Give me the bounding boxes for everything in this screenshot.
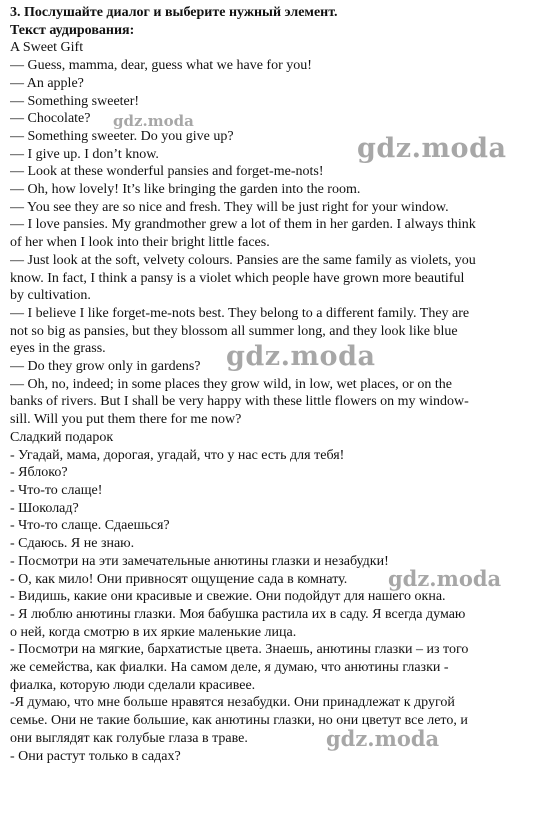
text-line: - Посмотри на мягкие, бархатистые цвета. Знаешь, анютины глазки – из того (10, 642, 469, 658)
text-line: - Угадай, мама, дорогая, угадай, что у нас есть для тебя! (10, 447, 345, 463)
text-line: - О, как мило! Они привносят ощущение сада в комнату. (10, 571, 348, 587)
text-line: - Они растут только в садах? (10, 748, 181, 764)
text-line: not so big as pansies, but they blossom all summer long, and they look like blue (10, 323, 458, 339)
text-line: — I believe I like forget-me-nots best. They belong to a different family. They are (10, 305, 470, 321)
text-line: — Oh, how lovely! It’s like bringing the garden into the room. (10, 182, 361, 198)
text-line: sill. Will you put them there for me now? (10, 412, 242, 428)
text-line: о ней, когда смотрю в их яркие маленькие лица. (10, 624, 297, 640)
watermark: gdz.moda (357, 133, 507, 164)
text-line: - Посмотри на эти замечательные анютины глазки и незабудки! (10, 553, 389, 569)
text-line: — Oh, no, indeed; in some places they grow wild, in low, wet places, or on the (10, 376, 452, 392)
text-line: - Я люблю анютины глазки. Моя бабушка растила их в саду. Я всегда думаю (10, 606, 466, 622)
watermark: gdz.moda (113, 112, 194, 130)
text-line: — Guess, mamma, dear, guess what we have for you! (10, 58, 312, 74)
text-line: -Я думаю, что мне больше нравятся незабудки. Они принадлежат к другой (10, 695, 455, 711)
watermark: gdz.moda (326, 726, 440, 751)
watermark: gdz.moda (226, 341, 376, 372)
english-title: A Sweet Gift (10, 40, 84, 56)
text-line: - Яблоко? (10, 465, 68, 481)
text-line: - Сдаюсь. Я не знаю. (10, 536, 135, 552)
text-line: — An apple? (10, 75, 84, 91)
text-line: - Что-то слаще. Сдаешься? (10, 518, 170, 534)
text-line: — Do they grow only in gardens? (10, 359, 201, 375)
text-line: — I love pansies. My grandmother grew a lot of them in her garden. I always think (10, 217, 476, 233)
text-line: — Look at these wonderful pansies and forget-me-nots! (10, 164, 324, 180)
watermark: gdz.moda (388, 566, 502, 591)
task-subheading: Текст аудирования: (10, 22, 135, 38)
text-body (10, 39, 530, 765)
text-line: семье. Они не такие большие, как анютины глазки, но они цветут все лето, и (10, 713, 468, 729)
text-line: - Что-то слаще! (10, 482, 103, 498)
task-heading: 3. Послушайте диалог и выберите нужный элемент. (10, 5, 338, 20)
text-line: — Just look at the soft, velvety colours. Pansies are the same family as violets, you (10, 252, 476, 268)
text-line: — I give up. I don’t know. (10, 146, 159, 162)
text-line: фиалка, которую люди сделали красивее. (10, 677, 256, 693)
text-line: — Chocolate? (10, 111, 91, 127)
text-line: — Something sweeter! (10, 93, 140, 109)
text-line: - Видишь, какие они красивые и свежие. Они подойдут для нашего окна. (10, 589, 446, 605)
text-line: eyes in the grass. (10, 341, 106, 357)
text-line: они выглядят как голубые глаза в траве. (10, 730, 248, 746)
text-line: — You see they are so nice and fresh. They will be just right for your window. (10, 199, 449, 215)
text-line: of her when I look into their bright little faces. (10, 235, 270, 251)
russian-title: Сладкий подарок (10, 429, 114, 445)
text-line: banks of rivers. But I shall be very happy with these little flowers on my window- (10, 394, 469, 410)
text-line: — Something sweeter. Do you give up? (10, 128, 234, 144)
text-line: же семейства, как фиалки. На самом деле, я думаю, что анютины глазки - (10, 660, 449, 676)
text-line: by cultivation. (10, 288, 91, 304)
text-line: know. In fact, I think a pansy is a violet which people have grown more beautiful (10, 270, 465, 286)
text-line: - Шоколад? (10, 500, 79, 516)
